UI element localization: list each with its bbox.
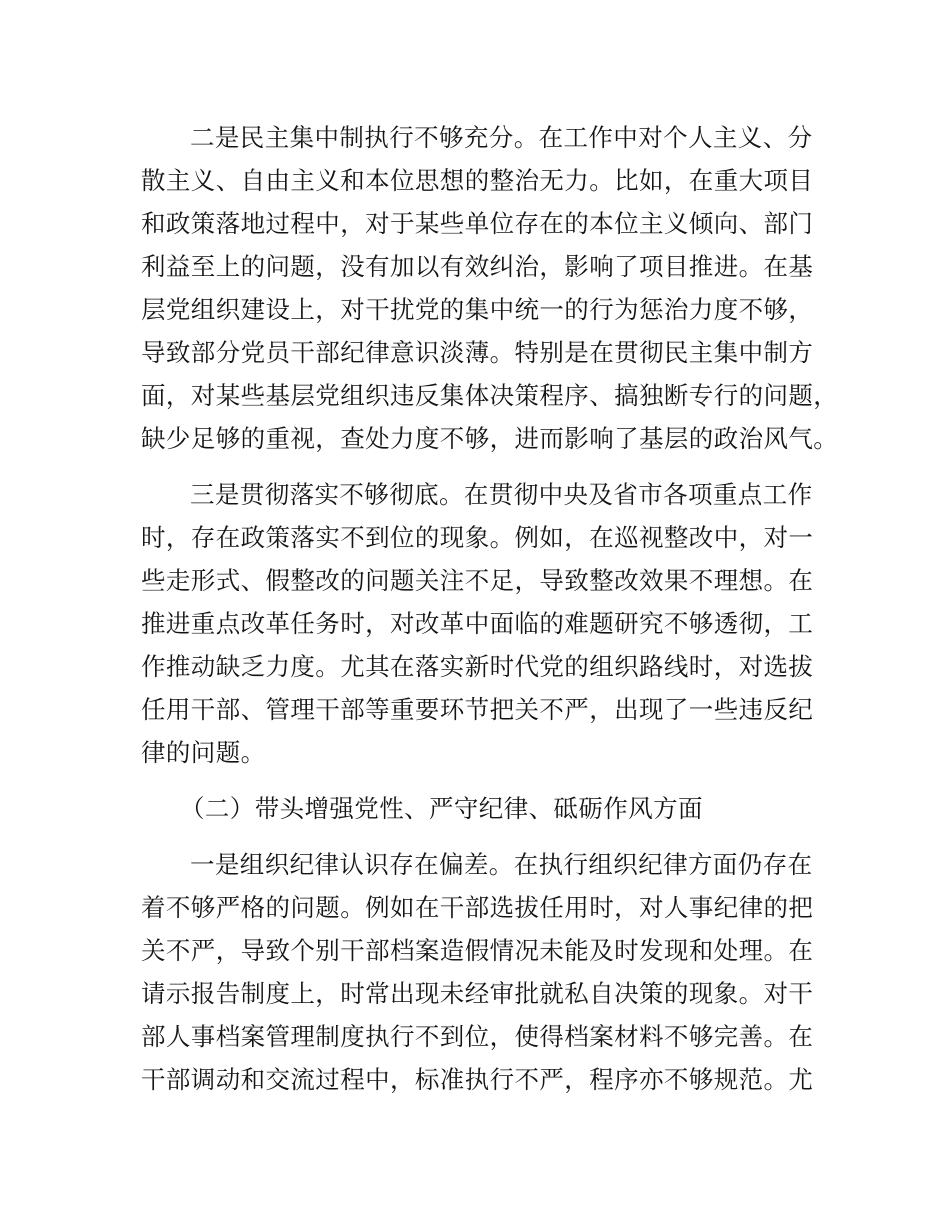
paragraph-1-line-5: 层党组织建设上，对干扰党的集中统一的行为惩治力度不够，	[141, 295, 814, 324]
paragraph-3-line-3: 关不严，导致个别干部档案造假情况未能及时发现和处理。在	[141, 936, 814, 965]
paragraph-2-line-2: 时，存在政策落实不到位的现象。例如，在巡视整改中，对一	[141, 523, 814, 552]
paragraph-2-line-3: 些走形式、假整改的问题关注不足，导致整改效果不理想。在	[141, 566, 814, 595]
paragraph-1-line-8: 缺少足够的重视，查处力度不够，进而影响了基层的政治风气。	[141, 424, 839, 453]
paragraph-3-line-2: 着不够严格的问题。例如在干部选拔任用时，对人事纪律的把	[141, 893, 814, 922]
paragraph-3-line-5: 部人事档案管理制度执行不到位，使得档案材料不够完善。在	[141, 1022, 814, 1051]
paragraph-2-line-1: 三是贯彻落实不够彻底。在贯彻中央及省市各项重点工作	[190, 480, 813, 509]
paragraph-2-line-5: 作推动缺乏力度。尤其在落实新时代党的组织路线时，对选拔	[141, 652, 814, 681]
paragraph-2-line-4: 推进重点改革任务时，对改革中面临的难题研究不够透彻，工	[141, 609, 814, 638]
paragraph-1-line-3: 和政策落地过程中，对于某些单位存在的本位主义倾向、部门	[141, 209, 814, 238]
paragraph-1-line-6: 导致部分党员干部纪律意识淡薄。特别是在贯彻民主集中制方	[141, 338, 814, 367]
paragraph-3-line-1: 一是组织纪律认识存在偏差。在执行组织纪律方面仍存在	[190, 850, 813, 879]
paragraph-3-line-4: 请示报告制度上，时常出现未经审批就私自决策的现象。对干	[141, 979, 814, 1008]
paragraph-2-line-6: 任用干部、管理干部等重要环节把关不严，出现了一些违反纪	[141, 695, 814, 724]
paragraph-1-line-4: 利益至上的问题，没有加以有效纠治，影响了项目推进。在基	[141, 252, 814, 281]
paragraph-1-line-1: 二是民主集中制执行不够充分。在工作中对个人主义、分	[190, 123, 813, 152]
section-heading: （二）带头增强党性、严守纪律、砥砺作风方面	[180, 794, 703, 823]
paragraph-3-line-6: 干部调动和交流过程中，标准执行不严，程序亦不够规范。尤	[141, 1065, 814, 1094]
paragraph-1-line-2: 散主义、自由主义和本位思想的整治无力。比如，在重大项目	[141, 166, 814, 195]
paragraph-1-line-7: 面，对某些基层党组织违反集体决策程序、搞独断专行的问题，	[141, 381, 839, 410]
paragraph-2-line-7: 律的问题。	[141, 738, 266, 767]
